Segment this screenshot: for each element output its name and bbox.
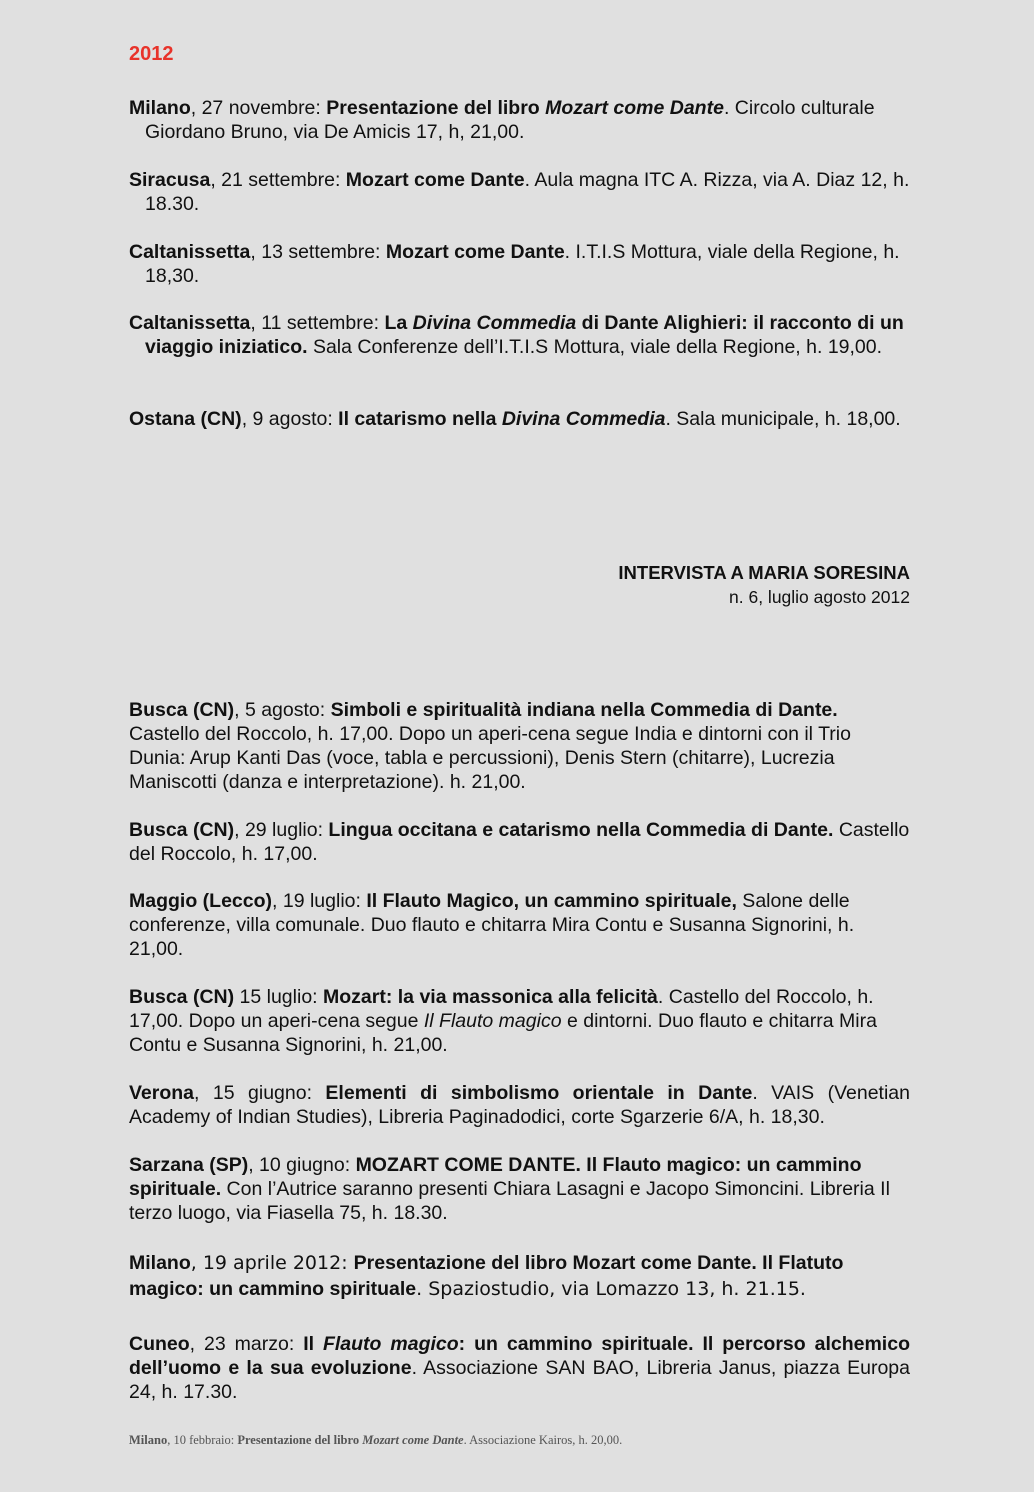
event-entry: Maggio (Lecco), 19 luglio: Il Flauto Magico, un cammino spirituale, Salone delle conferenze, villa comunale. Duo flauto e chitarra Mira Contu e Susanna Signorini, h. 21,00. [129,890,855,960]
interview-title: INTERVISTA A MARIA SORESINA [618,562,910,583]
interview-subtitle: n. 6, luglio agosto 2012 [729,587,910,607]
event-entry: Caltanissetta, 11 settembre: La Divina Commedia di Dante Alighieri: il racconto di un viaggio iniziatico. Sala Conferenze dell’I.T.I.S Mottura, viale della Regione, h. 19,00. [129,312,904,358]
event-entry: Ostana (CN), 9 agosto: Il catarismo nella Divina Commedia. Sala municipale, h. 18,00. [129,408,901,430]
footer-entry: Milano, 10 febbraio: Presentazione del libro Mozart come Dante. Associazione Kairos, h. 20,00. [129,1433,623,1447]
event-entry: Milano, 27 novembre: Presentazione del libro Mozart come Dante. Circolo culturale Giordano Bruno, via De Amicis 17, h, 21,00. [129,97,875,143]
event-entry: Verona, 15 giugno: Elementi di simbolismo orientale in Dante. VAIS (Venetian Academy of Indian Studies), Libreria Paginadodici, corte Sgarzerie 6/A, h. 18,30. [129,1082,910,1128]
year-heading: 2012 [129,43,174,65]
event-entry: Caltanissetta, 13 settembre: Mozart come Dante. I.T.I.S Mottura, viale della Regione, h. 18,30. [129,241,900,287]
event-entry: Busca (CN), 5 agosto: Simboli e spiritualità indiana nella Commedia di Dante. Castello del Roccolo, h. 17,00. Dopo un aperi-cena segue India e dintorni con il Trio Dunia: Arup Kanti Das (voce, tabla e percussioni), Denis Stern (chitarre), Lucrezia Maniscotti (danza e interpretazione). h. 21,00. [129,699,851,793]
event-entry: Siracusa, 21 settembre: Mozart come Dante. Aula magna ITC A. Rizza, via A. Diaz 12, h. 18.30. [129,169,910,215]
event-entry: Busca (CN), 29 luglio: Lingua occitana e catarismo nella Commedia di Dante. Castello del Roccolo, h. 17,00. [129,819,910,865]
interview-note [618,561,910,609]
event-entry: Cuneo, 23 marzo: Il Flauto magico: un cammino spirituale. Il percorso alchemico dell’uomo e la sua evoluzione. Associazione SAN BAO, Libreria Janus, piazza Europa 24, h. 17.30. [129,1333,911,1403]
event-entry: Busca (CN) 15 luglio: Mozart: la via massonica alla felicità. Castello del Roccolo, h. 17,00. Dopo un aperi-cena segue Il Flauto magico e dintorni. Duo flauto e chitarra Mira Contu e Susanna Signorini, h. 21,00. [129,986,877,1056]
event-entry: Milano, 19 aprile 2012: Presentazione del libro Mozart come Dante. Il Flatuto magico: un cammino spirituale. Spaziostudio, via Lomazzo 13, h. 21.15. [129,1252,844,1300]
event-entry: Sarzana (SP), 10 giugno: MOZART COME DANTE. Il Flauto magico: un cammino spirituale. Con l’Autrice saranno presenti Chiara Lasagni e Jacopo Simoncini. Libreria Il terzo luogo, via Fiasella 75, h. 18.30. [129,1154,890,1224]
